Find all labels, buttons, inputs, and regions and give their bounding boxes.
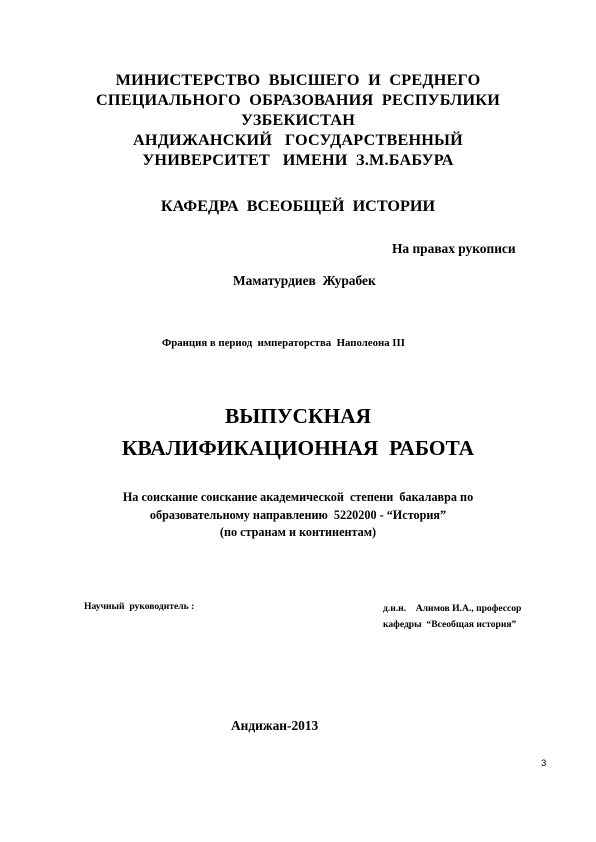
page-number: 3 bbox=[541, 758, 547, 769]
institution-line-4: АНДИЖАНСКИЙ ГОСУДАРСТВЕННЫЙ bbox=[133, 131, 463, 149]
degree-line-3: (по странам и континентам) bbox=[219, 525, 377, 539]
work-title-line-1: ВЫПУСКНАЯ bbox=[224, 404, 372, 428]
degree-description bbox=[0, 489, 596, 542]
department-title: КАФЕДРА ВСЕОБЩЕЙ ИСТОРИИ bbox=[160, 197, 436, 215]
work-title bbox=[0, 400, 596, 464]
supervisor-info bbox=[383, 601, 521, 633]
degree-line-1: На соискание соискание академической степени бакалавра по bbox=[122, 490, 474, 504]
supervisor-line-1: д.и.н. Алимов И.А., профессор bbox=[383, 603, 522, 614]
institution-header bbox=[0, 70, 596, 170]
institution-line-2: СПЕЦИАЛЬНОГО ОБРАЗОВАНИЯ РЕСПУБЛИКИ bbox=[96, 91, 500, 109]
city-year: Андижан-2013 bbox=[231, 718, 319, 733]
institution-line-1: МИНИСТЕРСТВО ВЫСШЕГО И СРЕДНЕГО bbox=[115, 71, 481, 89]
institution-line-5: УНИВЕРСИТЕТ ИМЕНИ З.М.БАБУРА bbox=[142, 151, 454, 169]
work-title-line-2: КВАЛИФИКАЦИОННАЯ РАБОТА bbox=[121, 436, 475, 460]
thesis-topic: Франция в период императорства Наполеона III bbox=[162, 337, 405, 349]
supervisor-label: Научный руководитель : bbox=[84, 601, 195, 612]
degree-line-2: образовательному направлению 5220200 - “История” bbox=[149, 507, 447, 522]
author-name: Маматурдиев Журабек bbox=[233, 273, 376, 288]
manuscript-note: На правах рукописи bbox=[392, 241, 516, 256]
supervisor-line-2: кафедры “Всеобщая история” bbox=[383, 619, 517, 630]
institution-line-3: УЗБЕКИСТАН bbox=[241, 111, 355, 129]
